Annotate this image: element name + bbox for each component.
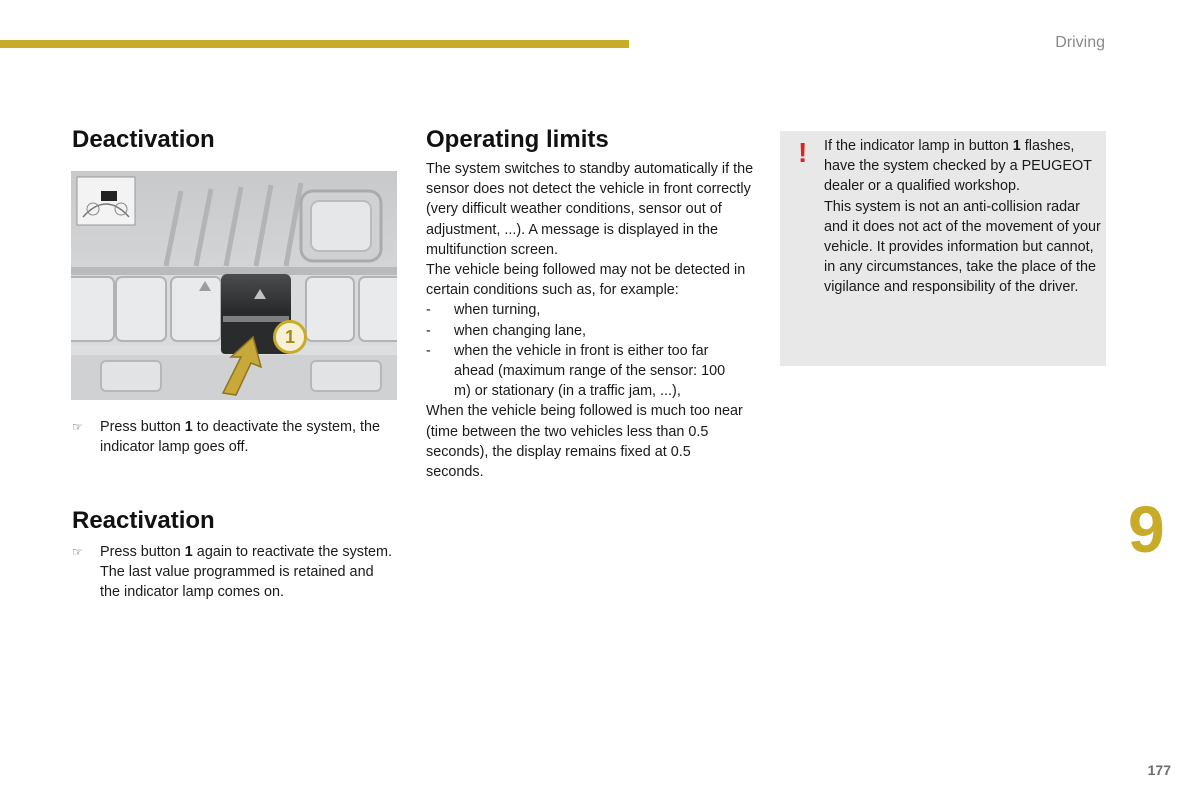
operating-limits-heading: Operating limits bbox=[426, 126, 609, 153]
chapter-number: 9 bbox=[1128, 492, 1165, 566]
page-number: 177 bbox=[1147, 762, 1171, 778]
callout-number: 1 bbox=[284, 327, 295, 347]
list-item: - when the vehicle in front is either too far ahead (maximum range of the sensor: 100 m) or stationary (in a traffic jam, ...), bbox=[426, 342, 726, 400]
dashboard-button-figure bbox=[71, 171, 397, 400]
callout-badge bbox=[273, 320, 307, 354]
list-item: - when changing lane, bbox=[426, 322, 587, 339]
operating-limits-section bbox=[426, 126, 761, 482]
pointer-icon: ☞ bbox=[72, 420, 83, 434]
deactivation-bullet: ☞ Press button 1 to deactivate the system, the indicator lamp goes off. bbox=[72, 419, 380, 456]
warning-text: If the indicator lamp in button 1 flashes, have the system checked by a PEUGEOT dealer or a qualified workshop. This system is not an anti-collision radar and it does not act of the movement of your vehicle. It provides information but cannot, in any circumstances, take the place of the vigilance and responsibility of the driver. bbox=[824, 138, 1101, 296]
warning-box bbox=[780, 131, 1106, 366]
reactivation-bullet: ☞ Press button 1 again to reactivate the system. The last value programmed is retained and the indicator lamp comes on. bbox=[72, 544, 392, 601]
pointer-icon: ☞ bbox=[72, 545, 83, 559]
deactivation-section bbox=[72, 126, 397, 154]
header-accent-bar bbox=[0, 40, 629, 48]
warning-icon: ! bbox=[798, 137, 808, 168]
deactivation-heading: Deactivation bbox=[72, 126, 215, 153]
list-item: - when turning, bbox=[426, 302, 541, 319]
section-label: Driving bbox=[1055, 34, 1105, 51]
reactivation-section bbox=[72, 507, 397, 603]
operating-limits-para1: The system switches to standby automatically if the sensor does not detect the vehicle in front correctly (very difficult weather conditions, sensor out of adjustment, ...). A message is displayed in the multifunction screen. bbox=[426, 161, 754, 258]
operating-limits-para3: When the vehicle being followed is much too near (time between the two vehicles less than 0.5 seconds), the display remains fixed at 0.5 seconds. bbox=[426, 403, 743, 481]
operating-limits-para2: The vehicle being followed may not be detected in certain conditions such as, for example: bbox=[426, 262, 746, 299]
reactivation-heading: Reactivation bbox=[72, 507, 215, 534]
button-illustration bbox=[71, 171, 397, 400]
deactivation-instructions bbox=[72, 417, 397, 457]
